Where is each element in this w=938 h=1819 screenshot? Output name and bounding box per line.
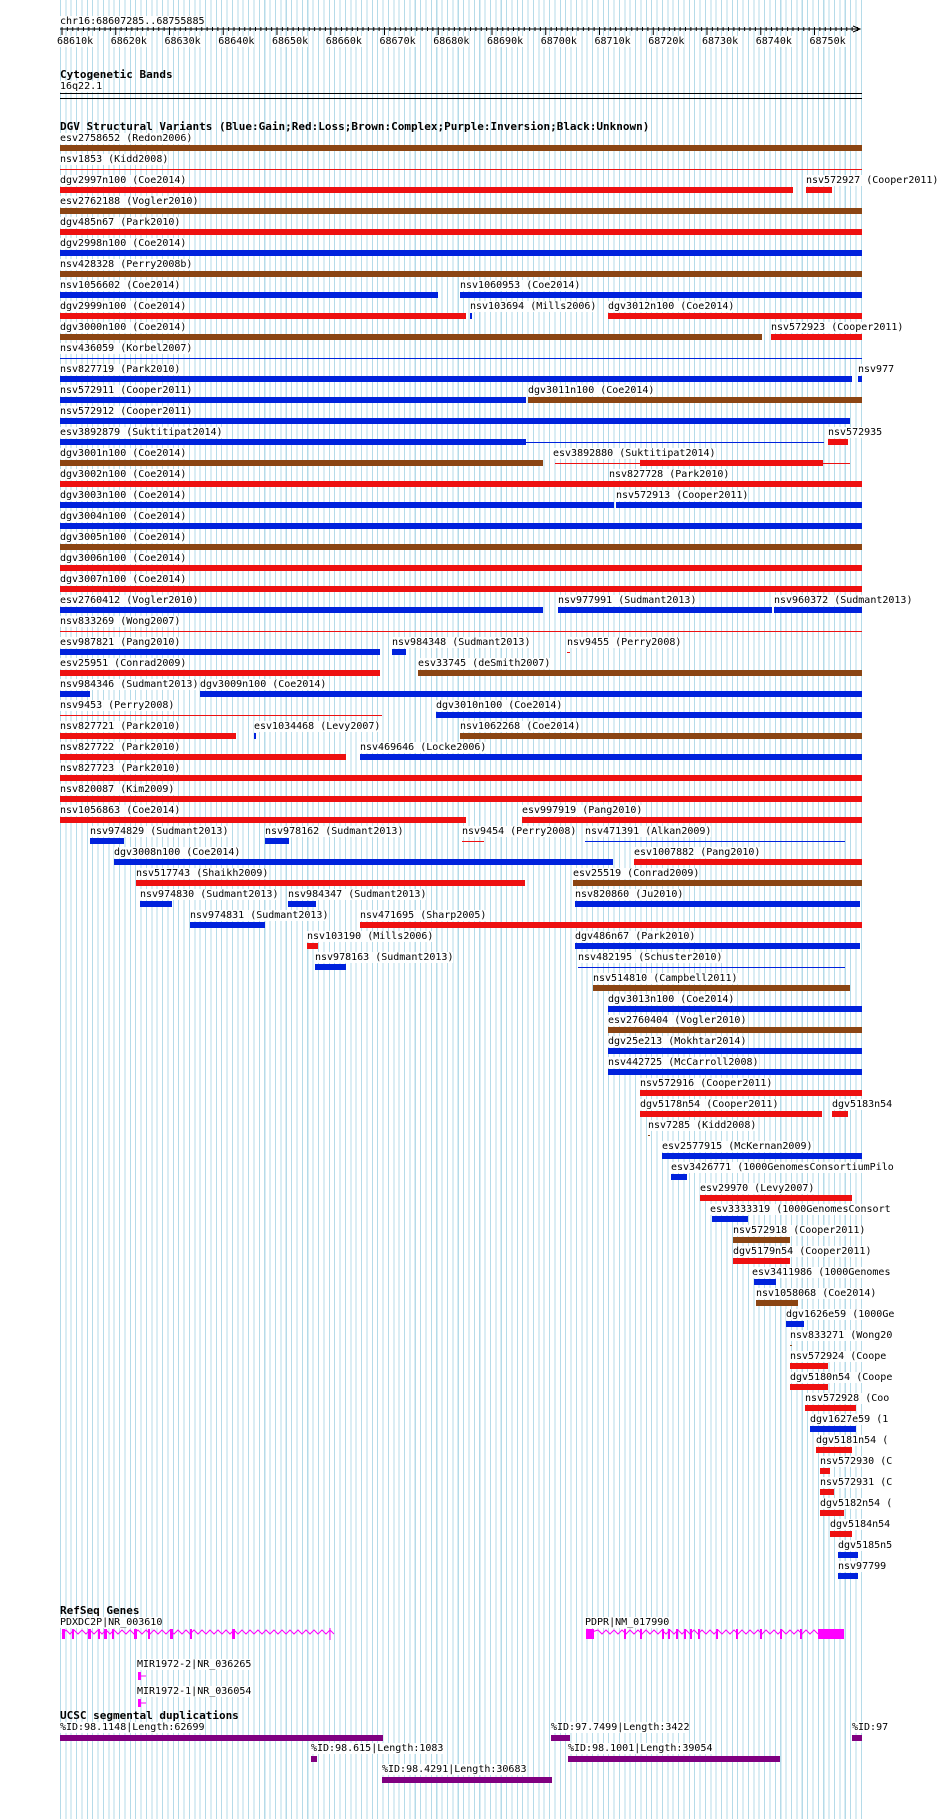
variant-label: dgv5182n54 ( <box>820 1498 893 1509</box>
ruler-tick-label: 68660k <box>325 36 362 47</box>
variant-label: nsv820087 (Kim2009) <box>60 784 175 795</box>
gene-exon <box>662 1629 664 1639</box>
variant-label: esv997919 (Pang2010) <box>522 805 643 816</box>
variant-label: dgv5183n54 <box>832 1099 893 1110</box>
segdup-bar[interactable] <box>311 1756 317 1762</box>
gene-exon <box>88 1629 91 1639</box>
variant-label: dgv3012n100 (Coe2014) <box>608 301 735 312</box>
gene-exon <box>232 1629 235 1639</box>
gene-intron-line <box>586 1630 818 1634</box>
gene-exon <box>62 1629 65 1639</box>
segdup-bar[interactable] <box>568 1756 780 1762</box>
ruler-tick-label: 68670k <box>379 36 416 47</box>
variant-label: nsv572927 (Cooper2011) <box>806 175 938 186</box>
variant-label: nsv572913 (Cooper2011) <box>616 490 749 501</box>
variant-label: nsv572923 (Cooper2011) <box>771 322 904 333</box>
variant-label: nsv974829 (Sudmant2013) <box>90 826 229 837</box>
variant-label: nsv471391 (Alkan2009) <box>585 826 712 837</box>
variant-label: dgv5180n54 (Coope <box>790 1372 893 1383</box>
variant-label: esv3411986 (1000Genomes <box>752 1267 891 1278</box>
dgv-track-title: DGV Structural Variants (Blue:Gain;Red:Loss;Brown:Complex;Purple:Inversion;Black:Unknown) <box>60 120 650 133</box>
variant-label: dgv3003n100 (Coe2014) <box>60 490 187 501</box>
ruler-tick-label: 68630k <box>164 36 201 47</box>
gene-exon <box>690 1629 692 1639</box>
variant-label: dgv5178n54 (Cooper2011) <box>640 1099 779 1110</box>
variant-label: nsv1058068 (Coe2014) <box>756 1288 877 1299</box>
ruler-tick-label: 68710k <box>594 36 631 47</box>
gene-exon <box>148 1629 150 1639</box>
segdup-bar[interactable] <box>551 1735 570 1741</box>
segdup-track-title: UCSC segmental duplications <box>60 1709 239 1722</box>
gene-exon <box>112 1629 114 1639</box>
gene-exon <box>98 1629 100 1639</box>
variant-label: nsv514810 (Campbell2011) <box>593 973 738 984</box>
variant-label: nsv984346 (Sudmant2013) <box>60 679 199 690</box>
variant-label: dgv3007n100 (Coe2014) <box>60 574 187 585</box>
gene-exon <box>760 1629 762 1639</box>
ruler-tick-label: 68750k <box>809 36 846 47</box>
gene-exon <box>138 1672 141 1680</box>
variant-label: dgv25e213 (Mokhtar2014) <box>608 1036 747 1047</box>
variant-label: dgv485n67 (Park2010) <box>60 217 181 228</box>
variant-label: nsv1060953 (Coe2014) <box>460 280 581 291</box>
variant-label: dgv2997n100 (Coe2014) <box>60 175 187 186</box>
gene-exon <box>684 1629 686 1639</box>
variant-label: dgv5179n54 (Cooper2011) <box>733 1246 872 1257</box>
variant-label: nsv97799 <box>838 1561 887 1572</box>
variant-label: nsv833269 (Wong2007) <box>60 616 181 627</box>
variant-label: nsv572928 (Coo <box>805 1393 890 1404</box>
variant-label: nsv1056863 (Coe2014) <box>60 805 181 816</box>
gene-label: MIR1972-2|NR_036265 <box>137 1659 252 1670</box>
variant-label: esv2762188 (Vogler2010) <box>60 196 199 207</box>
variant-label: dgv3005n100 (Coe2014) <box>60 532 187 543</box>
variant-label: esv33745 (deSmith2007) <box>418 658 551 669</box>
variant-label: esv2760412 (Vogler2010) <box>60 595 199 606</box>
variant-label: esv987821 (Pang2010) <box>60 637 181 648</box>
position-label: chr16:68607285..68755885 <box>60 16 205 27</box>
variant-label: nsv572931 (C <box>820 1477 893 1488</box>
segdup-bar[interactable] <box>852 1735 862 1741</box>
variant-label: dgv3002n100 (Coe2014) <box>60 469 187 480</box>
variant-label: esv25951 (Conrad2009) <box>60 658 187 669</box>
variant-label: nsv984348 (Sudmant2013) <box>392 637 531 648</box>
variant-label: esv3892879 (Suktitipat2014) <box>60 427 223 438</box>
variant-label: esv3333319 (1000GenomesConsort <box>710 1204 891 1215</box>
gene-exon <box>716 1629 718 1639</box>
gene-exon <box>818 1629 844 1639</box>
ruler-tick-label: 68720k <box>648 36 685 47</box>
gene-label: PDXDC2P|NR_003610 <box>60 1617 163 1628</box>
variant-label: nsv827728 (Park2010) <box>609 469 730 480</box>
cytoband-track-title: Cytogenetic Bands <box>60 68 173 81</box>
variant-label: nsv9454 (Perry2008) <box>462 826 577 837</box>
ruler-tick-label: 68740k <box>755 36 792 47</box>
variant-label: esv1007882 (Pang2010) <box>634 847 761 858</box>
variant-label: dgv3010n100 (Coe2014) <box>436 700 563 711</box>
variant-label: dgv3004n100 (Coe2014) <box>60 511 187 522</box>
variant-label: dgv3013n100 (Coe2014) <box>608 994 735 1005</box>
gene-label: MIR1972-1|NR_036054 <box>137 1686 252 1697</box>
ruler-tick-label: 68610k <box>57 36 94 47</box>
segdup-label: %ID:98.615|Length:1083 <box>311 1743 444 1754</box>
gene-intron-line <box>62 1630 334 1634</box>
variant-label: esv29970 (Levy2007) <box>700 1183 815 1194</box>
variant-label: dgv2998n100 (Coe2014) <box>60 238 187 249</box>
segdup-label: %ID:98.1148|Length:62699 <box>60 1722 205 1733</box>
variant-label: nsv977991 (Sudmant2013) <box>558 595 697 606</box>
variant-label: nsv442725 (McCarroll2008) <box>608 1057 759 1068</box>
variant-label: nsv103190 (Mills2006) <box>307 931 434 942</box>
gene-exon <box>190 1629 192 1639</box>
gene-exon <box>104 1629 107 1639</box>
gene-exon <box>134 1629 137 1639</box>
variant-label: nsv572918 (Cooper2011) <box>733 1225 866 1236</box>
variant-label: dgv5185n5 <box>838 1540 893 1551</box>
variant-label: dgv486n67 (Park2010) <box>575 931 696 942</box>
gene-exon <box>640 1629 642 1639</box>
variant-label: dgv5181n54 ( <box>816 1435 889 1446</box>
gene-exon <box>780 1629 782 1639</box>
variant-label: dgv3009n100 (Coe2014) <box>200 679 327 690</box>
variant-label: dgv3008n100 (Coe2014) <box>114 847 241 858</box>
gene-exon <box>698 1629 700 1639</box>
variant-label: dgv3006n100 (Coe2014) <box>60 553 187 564</box>
gene-exon <box>72 1629 74 1639</box>
variant-label: nsv7285 (Kidd2008) <box>648 1120 757 1131</box>
variant-label: nsv984347 (Sudmant2013) <box>288 889 427 900</box>
variant-label: dgv3000n100 (Coe2014) <box>60 322 187 333</box>
variant-label: nsv572930 (C <box>820 1456 893 1467</box>
segdup-label: %ID:98.1001|Length:39054 <box>568 1743 713 1754</box>
variant-label: nsv960372 (Sudmant2013) <box>774 595 913 606</box>
refseq-track-title: RefSeq Genes <box>60 1604 140 1617</box>
variant-label: nsv436059 (Korbel2007) <box>60 343 193 354</box>
gene-exon <box>668 1629 670 1639</box>
variant-label: nsv1062268 (Coe2014) <box>460 721 581 732</box>
variant-label: nsv572912 (Cooper2011) <box>60 406 193 417</box>
variant-label: dgv1627e59 (1 <box>810 1414 889 1425</box>
variant-label: esv2758652 (Redon2006) <box>60 133 193 144</box>
variant-label: dgv3001n100 (Coe2014) <box>60 448 187 459</box>
variant-label: nsv9453 (Perry2008) <box>60 700 175 711</box>
segdup-bar[interactable] <box>60 1735 383 1741</box>
segdup-label: %ID:97.7499|Length:3422 <box>551 1722 690 1733</box>
variant-label: nsv827719 (Park2010) <box>60 364 181 375</box>
ruler-tick-label: 68730k <box>702 36 739 47</box>
ruler-tick-label: 68700k <box>540 36 577 47</box>
variant-label: nsv978163 (Sudmant2013) <box>315 952 454 963</box>
variant-label: nsv820860 (Ju2010) <box>575 889 684 900</box>
ruler-tick-label: 68620k <box>110 36 147 47</box>
variant-label: dgv2999n100 (Coe2014) <box>60 301 187 312</box>
variant-label: nsv572935 <box>828 427 883 438</box>
variant-label: nsv471695 (Sharp2005) <box>360 910 487 921</box>
gene-exon <box>800 1629 802 1639</box>
variant-label: nsv469646 (Locke2006) <box>360 742 487 753</box>
variant-label: esv3426771 (1000GenomesConsortiumPilo <box>671 1162 894 1173</box>
gene-exon <box>586 1629 594 1639</box>
variant-label: nsv1853 (Kidd2008) <box>60 154 169 165</box>
variant-label: dgv5184n54 <box>830 1519 891 1530</box>
ruler-tick-label: 68690k <box>487 36 524 47</box>
gene-exon <box>624 1629 626 1639</box>
variant-label: nsv103694 (Mills2006) <box>470 301 597 312</box>
segdup-label: %ID:98.4291|Length:30683 <box>382 1764 527 1775</box>
gene-exon <box>676 1629 678 1639</box>
gene-exon <box>170 1629 173 1639</box>
variant-label: nsv977 <box>858 364 895 375</box>
variant-label: esv2577915 (McKernan2009) <box>662 1141 813 1152</box>
variant-label: nsv428328 (Perry2008b) <box>60 259 193 270</box>
variant-label: nsv572911 (Cooper2011) <box>60 385 193 396</box>
variant-label: nsv482195 (Schuster2010) <box>578 952 723 963</box>
variant-label: esv3892880 (Suktitipat2014) <box>553 448 716 459</box>
variant-label: nsv827723 (Park2010) <box>60 763 181 774</box>
variant-label: esv2760404 (Vogler2010) <box>608 1015 747 1026</box>
ruler-tick-label: 68640k <box>218 36 255 47</box>
variant-label: nsv827721 (Park2010) <box>60 721 181 732</box>
ruler-tick-label: 68680k <box>433 36 470 47</box>
variant-label: esv25519 (Conrad2009) <box>573 868 700 879</box>
segdup-bar[interactable] <box>382 1777 552 1783</box>
variant-label: nsv827722 (Park2010) <box>60 742 181 753</box>
cytoband-label: 16q22.1 <box>60 81 103 92</box>
variant-label: nsv978162 (Sudmant2013) <box>265 826 404 837</box>
variant-label: nsv974831 (Sudmant2013) <box>190 910 329 921</box>
variant-label: nsv517743 (Shaikh2009) <box>136 868 269 879</box>
ruler-tick-label: 68650k <box>272 36 309 47</box>
gene-exon <box>736 1629 738 1639</box>
variant-label: nsv9455 (Perry2008) <box>567 637 682 648</box>
variant-label: nsv974830 (Sudmant2013) <box>140 889 279 900</box>
variant-label: dgv1626e59 (1000Ge <box>786 1309 895 1320</box>
gene-label: PDPR|NM_017990 <box>585 1617 670 1628</box>
variant-label: nsv833271 (Wong20 <box>790 1330 893 1341</box>
variant-label: nsv572916 (Cooper2011) <box>640 1078 773 1089</box>
variant-label: nsv572924 (Coope <box>790 1351 887 1362</box>
gene-exon <box>138 1699 141 1707</box>
variant-label: dgv3011n100 (Coe2014) <box>528 385 655 396</box>
segdup-label: %ID:97 <box>852 1722 889 1733</box>
variant-label: nsv1056602 (Coe2014) <box>60 280 181 291</box>
variant-label: esv1034468 (Levy2007) <box>254 721 381 732</box>
